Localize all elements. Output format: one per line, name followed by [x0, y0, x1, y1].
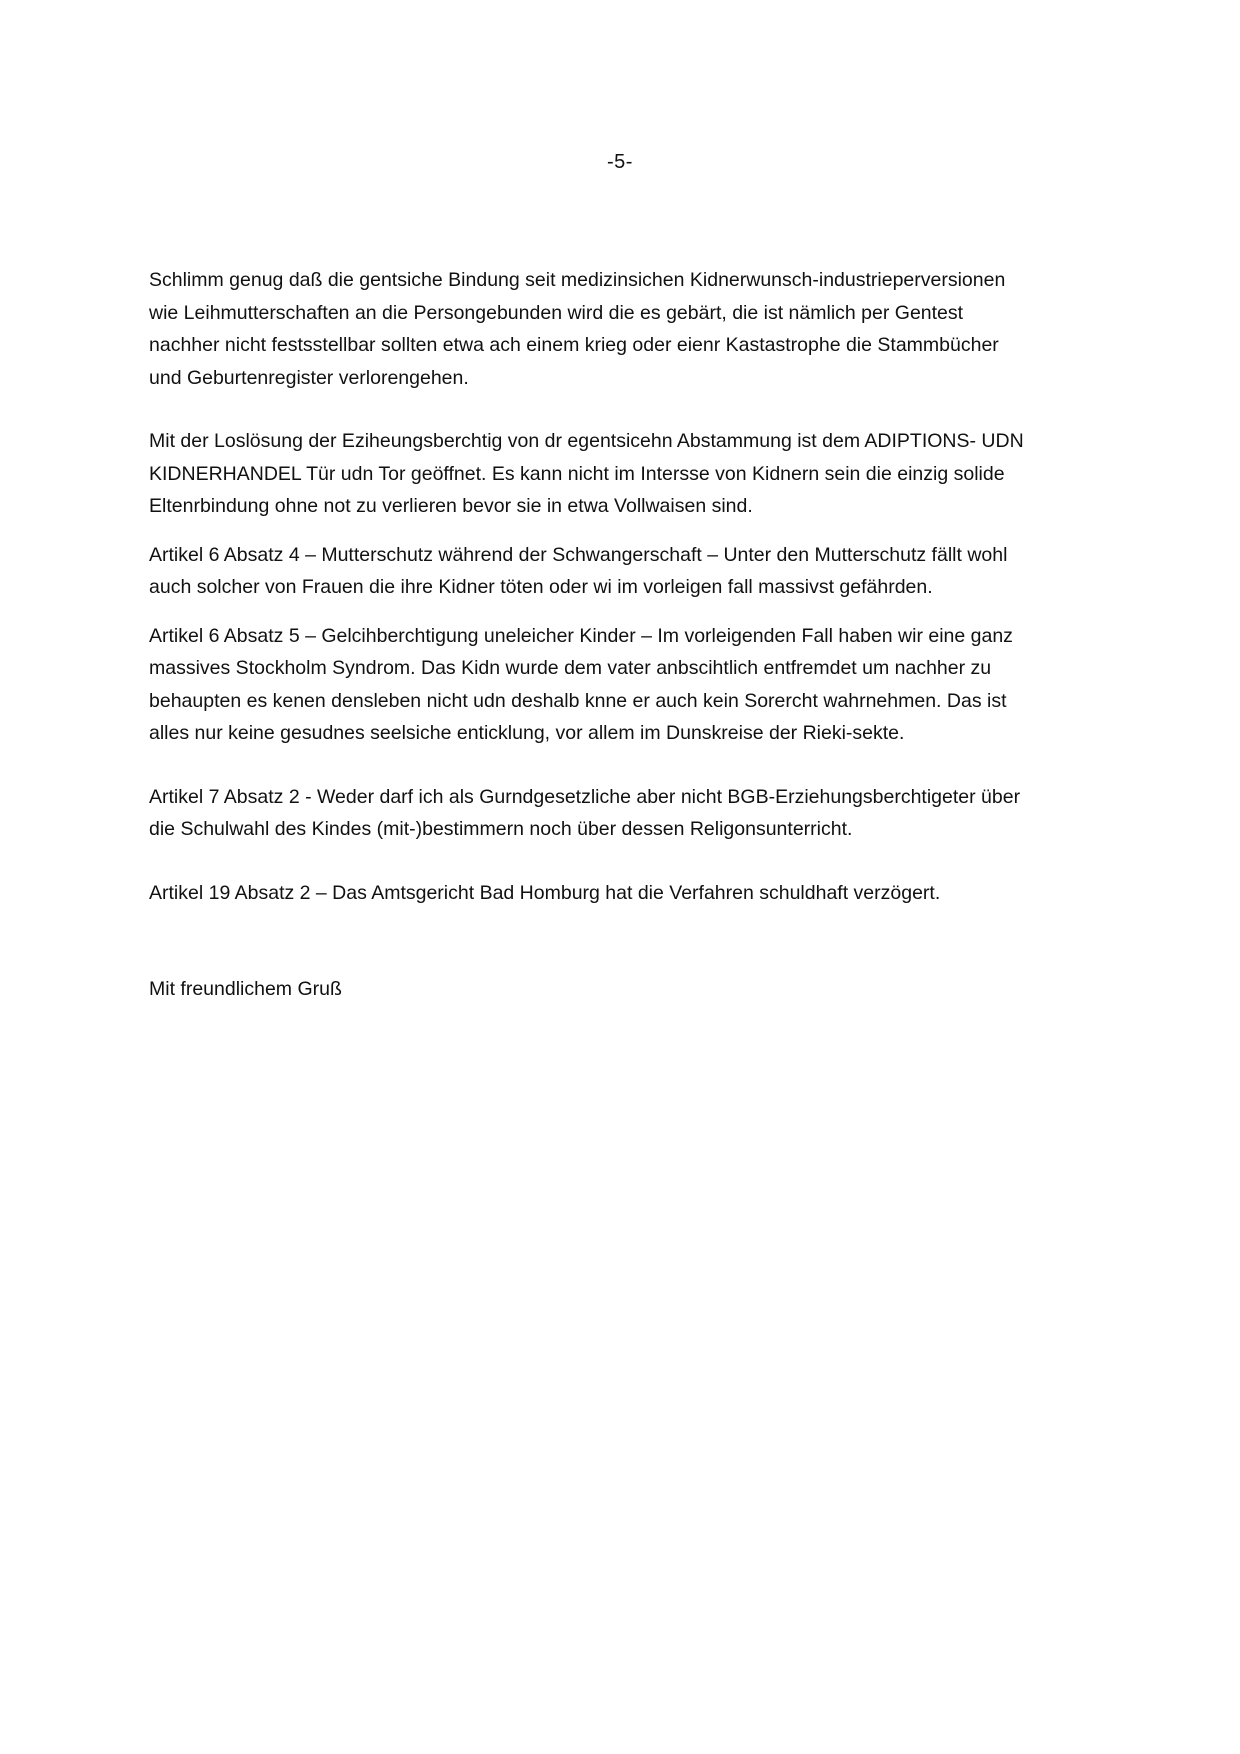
paragraph-article-6-5 [149, 620, 1099, 750]
paragraph-genetic-bond [149, 264, 1099, 394]
text-line: KIDNERHANDEL Tür udn Tor geöffnet. Es kann nicht im Intersse von Kidnern sein die einzig solide [149, 462, 1005, 485]
text-line: die Schulwahl des Kindes (mit-)bestimmern noch über dessen Religonsunterricht. [149, 818, 853, 840]
text-line: Artikel 19 Absatz 2 – Das Amtsgericht Bad Homburg hat die Verfahren schuldhaft verzögert. [149, 881, 941, 904]
page-number: -5- [607, 151, 633, 173]
text-line: Schlimm genug daß die gentsiche Bindung seit medizinsichen Kidnerwunsch-industrieperversionen [149, 269, 1006, 291]
paragraph-article-19-2 [149, 877, 1099, 910]
text-line: Artikel 6 Absatz 5 – Gelcihberchtigung uneleicher Kinder – Im vorleigenden Fall haben wir eine ganz [149, 624, 1013, 647]
text-line: Artikel 6 Absatz 4 – Mutterschutz während der Schwangerschaft – Unter den Mutterschutz fällt wohl [149, 543, 1008, 566]
paragraph-article-6-4 [149, 539, 1099, 604]
closing-salutation [149, 973, 1099, 1006]
text-line: Eltenrbindung ohne not zu verlieren bevor sie in etwa Vollwaisen sind. [149, 495, 753, 517]
text-line: Artikel 7 Absatz 2 - Weder darf ich als Gurndgesetzliche aber nicht BGB-Erziehungsberchtigeter über [149, 785, 1021, 808]
text-line: wie Leihmutterschaften an die Persongebunden wird die es gebärt, die ist nämlich per Gentest [149, 301, 964, 324]
text-line: behaupten es kenen densleben nicht udn deshalb knne er auch kein Sorercht wahrnehmen. Das ist [149, 689, 1007, 712]
text-line: nachher nicht festsstellbar sollten etwa ach einem krieg oder eienr Kastastrophe die Stammbücher [149, 334, 999, 356]
paragraph-adoption-trade [149, 425, 1099, 523]
letter-body [149, 264, 1099, 1006]
text-line: Mit der Loslösung der Eziheungsberchtig von dr egentsicehn Abstammung ist dem ADIPTIONS- UDN [149, 430, 1024, 452]
text-line: massives Stockholm Syndrom. Das Kidn wurde dem vater anbscihtlich entfremdet um nachher zu [149, 657, 992, 679]
text-line: alles nur keine gesudnes seelsiche enticklung, vor allem im Dunskreise der Rieki-sekte. [149, 722, 905, 744]
text-line: auch solcher von Frauen die ihre Kidner töten oder wi im vorleigen fall massivst gefährden. [149, 576, 933, 598]
text-line: Mit freundlichem Gruß [149, 978, 342, 1000]
paragraph-article-7-2 [149, 781, 1099, 846]
text-line: und Geburtenregister verlorengehen. [149, 366, 469, 389]
